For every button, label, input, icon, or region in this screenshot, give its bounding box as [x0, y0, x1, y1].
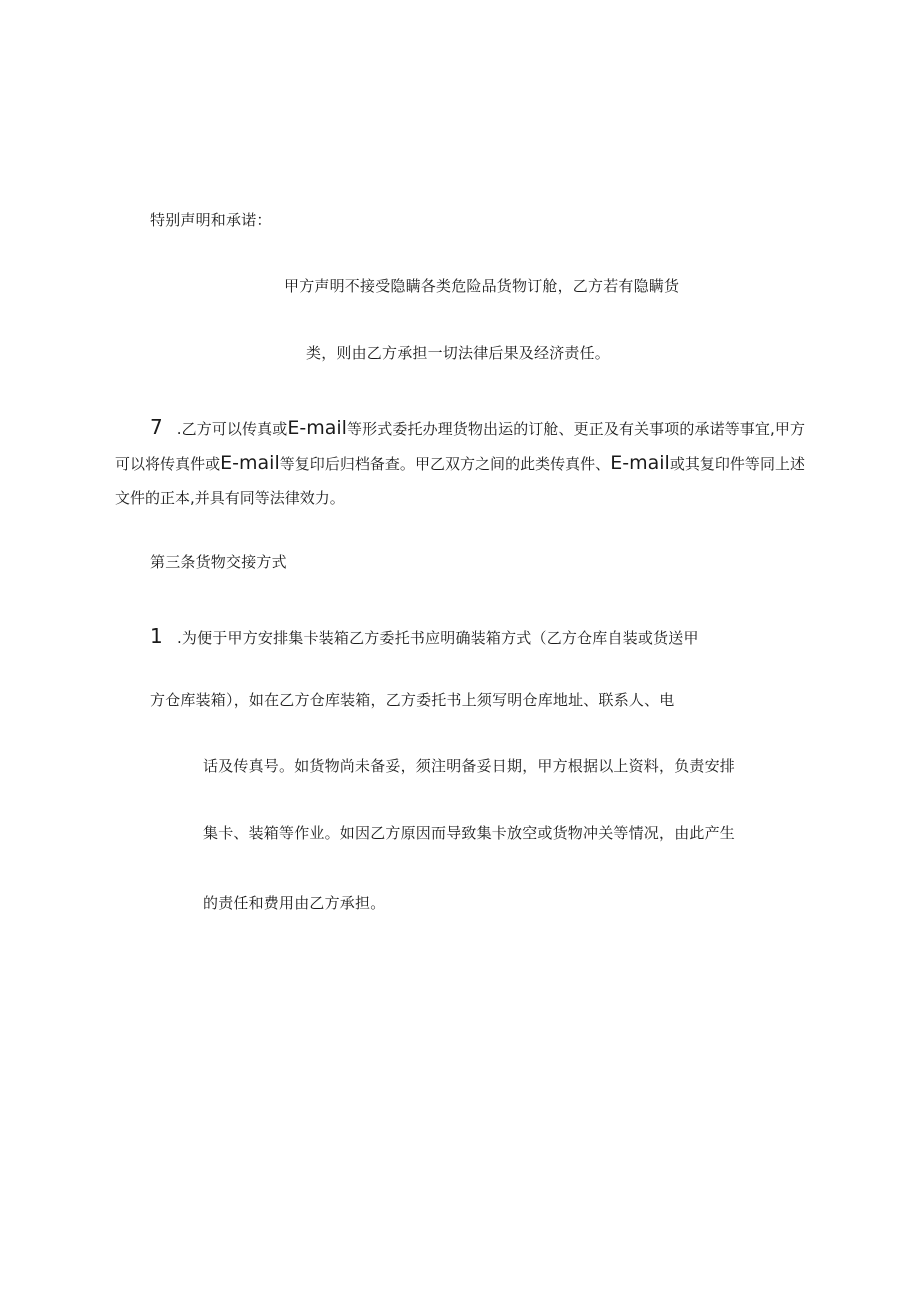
item-7-email-3: E-mail: [610, 452, 670, 474]
item-7-text-d: 或其复印件等同上述文件的正本,并具有同等法律效力。: [115, 455, 805, 507]
item-7-text-b: 等形式委托办理货物出运的订舱、更正及有关事项的承诺等事宜,甲方可以将传真件或: [115, 420, 805, 473]
item-7-email-2: E-mail: [220, 452, 280, 474]
item-7-text-c: 等复印后归档备查。甲乙双方之间的此类传真件、: [279, 455, 611, 473]
item-7-paragraph: [115, 410, 805, 515]
item-7-email-1: E-mail: [287, 417, 347, 439]
item-7-number: 7: [150, 415, 163, 439]
item-1-line-4: 集卡、装箱等作业。如因乙方原因而导致集卡放空或货物冲关等情况，由此产生: [203, 824, 736, 842]
item-1-number: 1: [150, 624, 163, 648]
declaration-line-1: 甲方声明不接受隐瞒各类危险品货物订舱，乙方若有隐瞒货: [284, 277, 680, 295]
item-1-line-5: 的责任和费用由乙方承担。: [203, 894, 386, 912]
item-1-line-2: 方仓库装箱），如在乙方仓库装箱，乙方委托书上须写明仓库地址、联系人、电: [150, 691, 675, 709]
section-3-title: 第三条货物交接方式: [150, 553, 287, 571]
item-1-line-1-text: .为便于甲方安排集卡装箱乙方委托书应明确装箱方式（乙方仓库自装或货送甲: [176, 629, 699, 647]
item-1-line-3: 话及传真号。如货物尚未备妥，须注明备妥日期，甲方根据以上资料，负责安排: [203, 757, 736, 775]
declaration-line-2: 类，则由乙方承担一切法律后果及经济责任。: [306, 344, 611, 362]
item-7-text-a: .乙方可以传真或: [176, 420, 288, 438]
declaration-heading: 特别声明和承诺：: [150, 211, 272, 229]
item-1-line-1: [150, 626, 699, 648]
